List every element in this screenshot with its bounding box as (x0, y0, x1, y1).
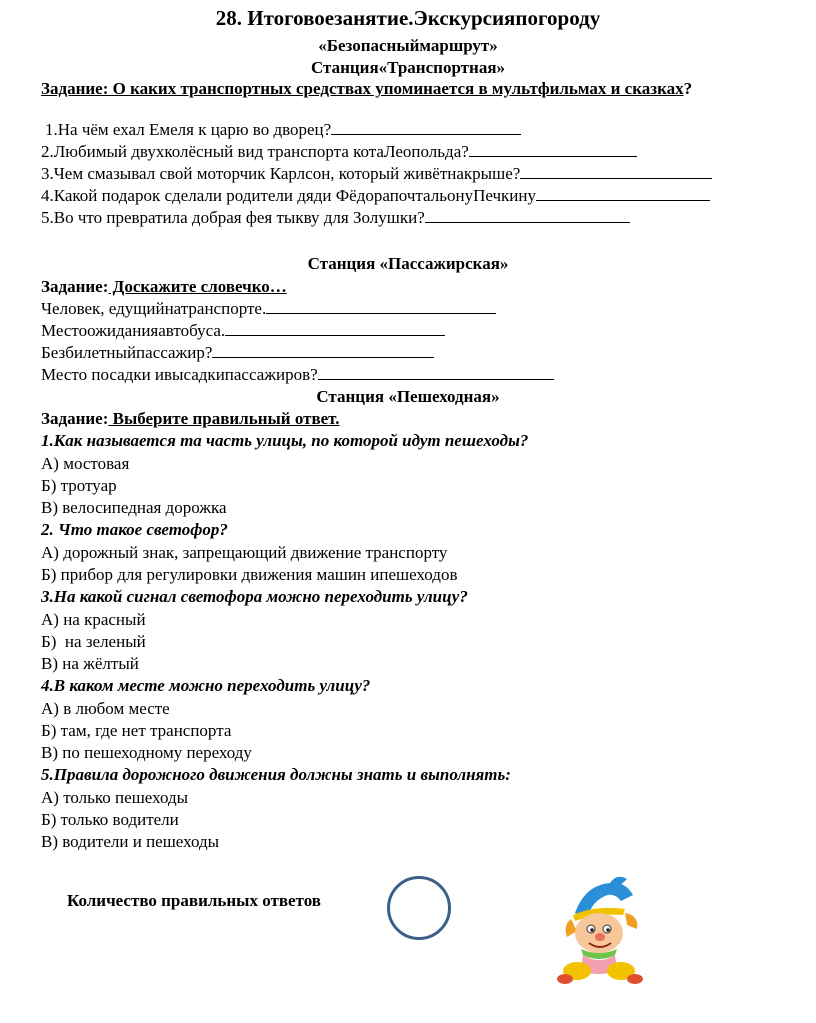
quiz-option[interactable]: А) мостовая (41, 454, 130, 473)
quiz-option[interactable]: Б) тротуар (41, 476, 117, 495)
quiz-question: 5.Правила дорожного движения должны знать и выполнять: (41, 765, 511, 784)
score-circle[interactable] (387, 876, 451, 940)
task-text: Выберите правильный ответ. (108, 409, 340, 428)
question-text: 5.Во что превратила добрая фея тыкву для Золушки? (41, 208, 425, 227)
quiz-option[interactable]: Б) прибор для регулировки движения машин ипешеходов (41, 565, 458, 584)
quiz-option[interactable]: В) велосипедная дорожка (41, 498, 227, 517)
question-text: 4.Какой подарок сделали родители дяди ФёдорапочтальонуПечкину (41, 186, 536, 205)
station-transport-title: Станция«Транспортная» (310, 58, 506, 77)
station-passenger-title: Станция «Пассажирская» (307, 254, 509, 273)
correct-answers-label: Количество правильных ответов (67, 891, 321, 910)
quiz-option[interactable]: А) в любом месте (41, 699, 170, 718)
answer-blank[interactable] (425, 208, 630, 223)
question-text: Местоожиданияавтобуса. (41, 321, 226, 340)
answer-blank[interactable] (318, 365, 554, 380)
quiz-option[interactable]: В) на жёлтый (41, 654, 139, 673)
quiz-option[interactable]: А) дорожный знак, запрещающий движение транспорту (41, 543, 448, 562)
question-text: 2.Любимый двухколёсный вид транспорта котаЛеопольда? (41, 142, 469, 161)
quiz-option[interactable]: В) водители и пешеходы (41, 832, 220, 851)
question-item (41, 186, 710, 206)
task-label: Задание: (41, 277, 109, 296)
answer-blank[interactable] (536, 186, 710, 201)
answer-blank[interactable] (225, 321, 445, 336)
answer-blank[interactable] (266, 299, 496, 314)
quiz-question: 4.В каком месте можно переходить улицу? (41, 676, 371, 695)
task-label: Задание: (41, 409, 109, 428)
question-item (41, 208, 630, 228)
quiz-question: 3.На какой сигнал светофора можно переходить улицу? (41, 587, 468, 606)
quiz-option[interactable]: Б) на зеленый (41, 632, 146, 651)
answer-blank[interactable] (469, 142, 637, 157)
quiz-option[interactable]: Б) там, где нет транспорта (41, 721, 232, 740)
question-text: Безбилетныйпассажир? (41, 343, 213, 362)
page-subtitle: «Безопасныймаршрут» (318, 36, 498, 55)
task-passenger (41, 277, 287, 297)
quiz-question: 2. Что такое светофор? (41, 520, 228, 539)
task-transport (41, 79, 692, 99)
question-item (41, 142, 637, 162)
question-item (45, 120, 521, 140)
question-item (41, 321, 445, 341)
quiz-option[interactable]: А) на красный (41, 610, 146, 629)
question-item (41, 365, 554, 385)
answer-blank[interactable] (331, 120, 521, 135)
quiz-option[interactable]: В) по пешеходному переходу (41, 743, 252, 762)
question-text: Человек, едущийнатранспорте. (41, 299, 267, 318)
question-text: 1.На чём ехал Емеля к царю во дворец? (45, 120, 332, 139)
question-item (41, 343, 434, 363)
quiz-question: 1.Как называется та часть улицы, по которой идут пешеходы? (41, 431, 529, 450)
answer-blank[interactable] (520, 164, 712, 179)
task-transport-qmark: ? (683, 79, 693, 98)
quiz-option[interactable]: Б) только водители (41, 810, 179, 829)
task-pedestrian (41, 409, 340, 429)
page-title: 28. Итоговоезанятие.Экскурсияпогороду (215, 6, 601, 30)
task-text: Доскажите словечко… (108, 277, 287, 296)
answer-blank[interactable] (212, 343, 434, 358)
station-pedestrian-title: Станция «Пешеходная» (316, 387, 500, 406)
question-text: 3.Чем смазывал свой моторчик Карлсон, который живётнакрыше? (41, 164, 521, 183)
cartoon-boy-icon (555, 875, 650, 985)
question-text: Место посадки ивысадкипассажиров? (41, 365, 318, 384)
question-item (41, 164, 712, 184)
task-transport-text: Задание: О каких транспортных средствах упоминается в мультфильмах и сказках (41, 79, 684, 98)
question-item (41, 299, 496, 319)
quiz-option[interactable]: А) только пешеходы (41, 788, 189, 807)
